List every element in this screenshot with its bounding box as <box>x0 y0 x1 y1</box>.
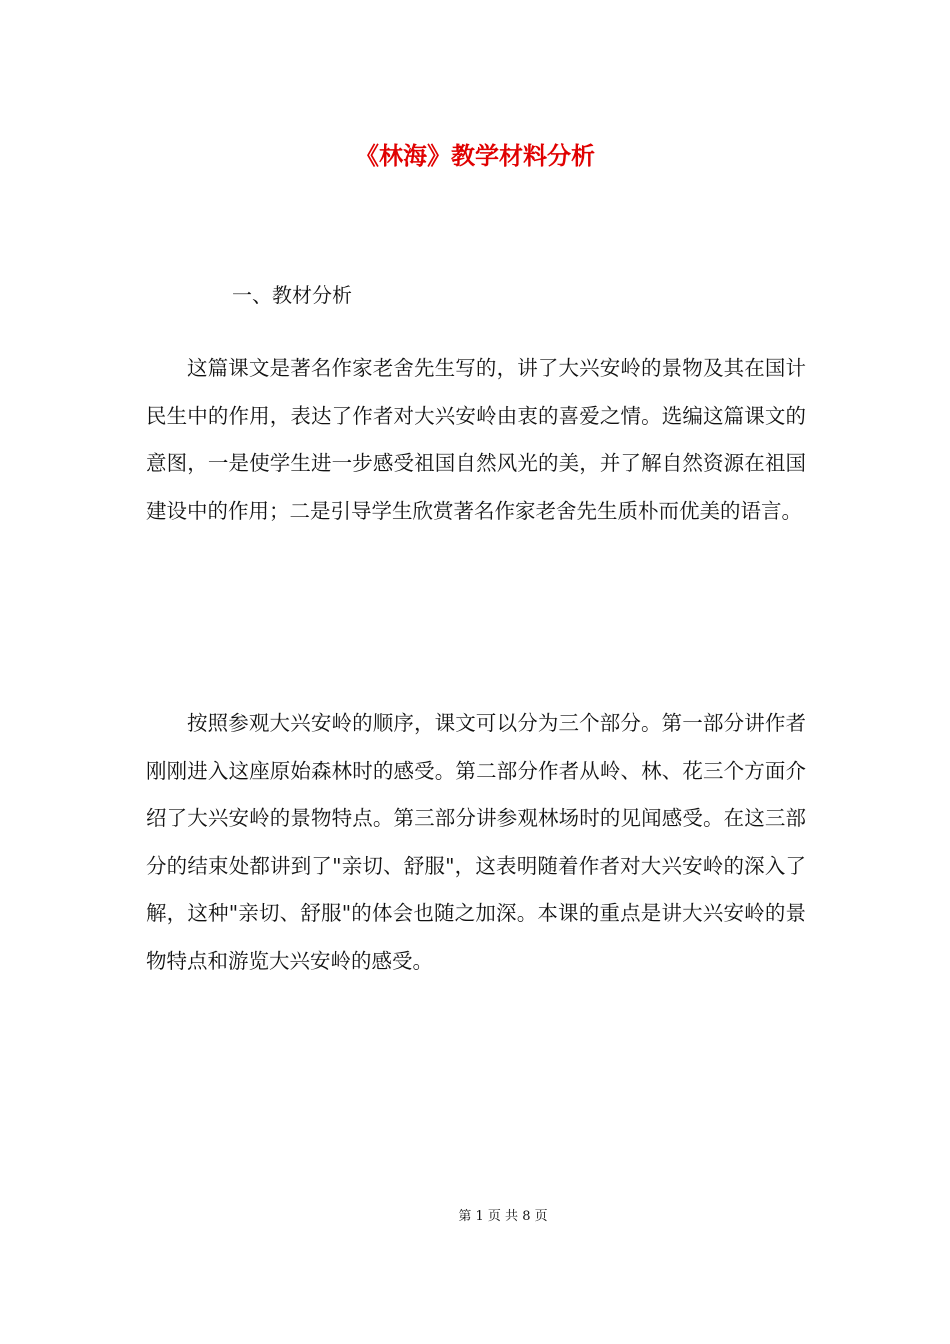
section-heading: 一、教材分析 <box>232 283 352 307</box>
paragraph-2: 按照参观大兴安岭的顺序，课文可以分为三个部分。第一部分讲作者刚刚进入这座原始森林时的感受。第二部分作者从岭、林、花三个方面介绍了大兴安岭的景物特点。第三部分讲参观林场时的见闻感受。在这三部分的结束处都讲到了"亲切、舒服"，这表明随着作者对大兴安岭的深入了解，这种"亲切、舒服"的体会也随之加深。本课的重点是讲大兴安岭的景物特点和游览大兴安岭的感受。 <box>146 711 806 973</box>
page-footer: 第 1 页 共 8 页 <box>458 1209 548 1224</box>
document-title: 《林海》教学材料分析 <box>355 141 595 170</box>
paragraph-1: 这篇课文是著名作家老舍先生写的，讲了大兴安岭的景物及其在国计民生中的作用，表达了作者对大兴安岭由衷的喜爱之情。选编这篇课文的意图，一是使学生进一步感受祖国自然风光的美，并了解自然资源在祖国建设中的作用；二是引导学生欣赏著名作家老舍先生质朴而优美的语言。 <box>146 356 806 523</box>
